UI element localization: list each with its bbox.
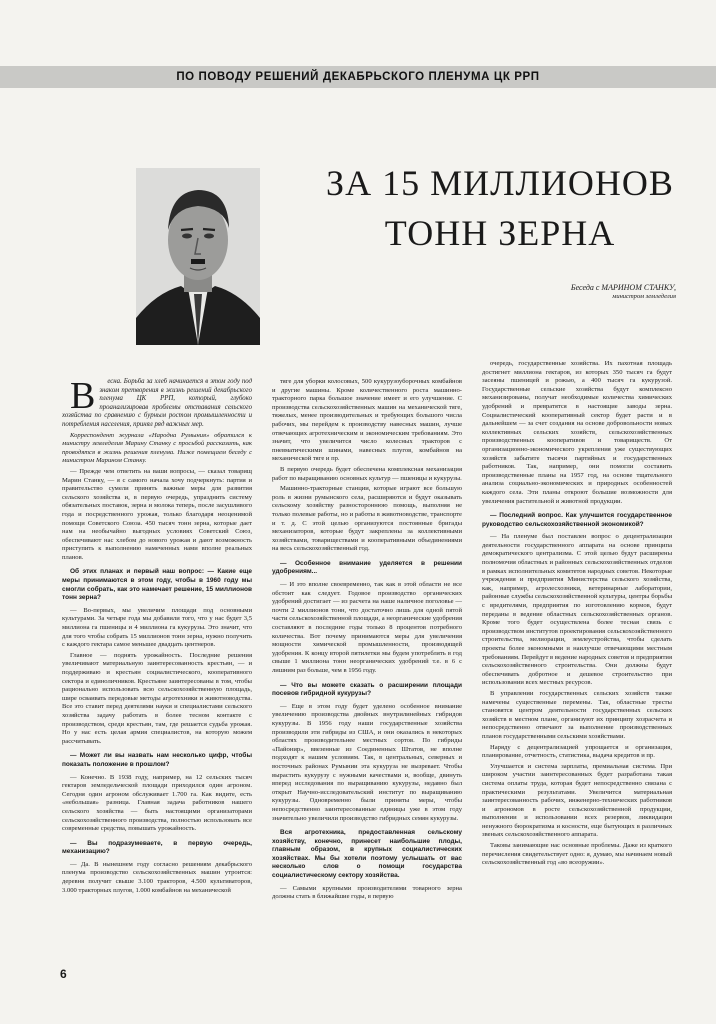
subtitle-text: Беседа с МАРИНОМ СТАНКУ, (570, 283, 676, 292)
question-paragraph: — Вы подразумеваете, в первую очередь, механизацию? (62, 839, 252, 856)
body-paragraph: — Прежде чем ответить на ваши вопросы, — сказал товарищ Марин Станку, — я с самого начала хочу подчеркнуть: партия и правительство сумели принять важные меры для развития сельского хозяйства и, в первую очередь, упразднить систему обязательных поставок, зерна и молока теперь, после засушливого года и посредственного урожая, только благодаря неоценимой помощи Советского Союза. 450 тысяч тонн зерна, которые дает нам на необычайно выгодных условиях Советский Союз, обеспечивают нас хлебом до нового урожая и дают возможность приступить к выполнению намеченных нами вполне реальных планов. (62, 467, 252, 561)
title-line-2: ТОНН ЗЕРНА (384, 213, 616, 253)
portrait-photo (136, 168, 260, 345)
text-column-2 (272, 378, 462, 948)
page-number: 6 (60, 967, 67, 981)
body-paragraph: Наряду с децентрализацией упрощается и организация, планирование, отчетность, статистика, выдача кредитов и пр. (482, 743, 672, 760)
body-paragraph: — Еще в этом году будет уделено особенное внимание увеличению производства двойных внутрилинейных гибридов кукурузы. В 1956 году наши государственные хозяйства производили эти гибриды из США, и они оказались в некоторых областях производительнее местных сортов. По гибриды «Пайонир», ввезенные из Соединенных Штатов, не вполне подходят к нашим условиям. Так, в центральных, северных и восточных районах Румынии эта кукуруза не вызревает. Чтобы вырастить кукурузу с нужными качествами и, вообще, двинуть вперед исследования по выращиванию кукурузы, недавно был открыт Научно-исследовательский институт по выращиванию кукурузы. Одновременно были приняты меры, чтобы непосредственно заинтересованные единицы уже в этом году значительно увеличили производство гибридных семян кукурузы. (272, 702, 462, 822)
column-2-body (272, 378, 462, 902)
body-paragraph: — Да. В нынешнем году согласно решениям декабрьского пленума производство сельскохозяйственных машин утроится: деревня получит свыше 3.100 тракторов, 4.500 культиваторов, 3.000 тракторных плугов, 1.000 комбайнов на механической (62, 860, 252, 894)
body-paragraph: В управлении государственных сельских хозяйств также намечены существенные перемены. Так, областные тресты становятся центром деятельности государственных сельских хозяйств в местном плане, организуют их принципу хозрасчета и непосредственно отвечают за выполнение производственных планов государственными сельскими хозяйствами. (482, 689, 672, 740)
question-paragraph: Вся агротехника, предоставленная сельскому хозяйству, конечно, принесет наибольшие плоды, главным образом, в крупных социалистических хозяйствах. Мы бы хотели поэтому услышать от вас несколько слов о помощи государства социалистическому сектору хозяйства. (272, 829, 462, 880)
text-column-3 (482, 360, 672, 950)
body-paragraph: — На пленуме был поставлен вопрос о децентрализации деятельности государственного аппарата на основе принципа демократического централизма. С этой целью будут расширены полномочия областных и районных сельскохозяйственных отделов в рамках исполнительных комитетов народных советов. Некоторые учреждения и предприятия Министерства сельского хозяйства, как, например, агролесхозники, ветеринарные лаборатории, районные службы сельскохозяйственной культуры, центры борьбы с вредителями, предприятия по изготовлению кормов, будут переданы в ведение областных сельскохозяйственных органов. Кроме того будет осуществлена более тесная связь с производством институтов проектирования сельскохозяйственного строительства, мелиорации, землеустройства, чтобы сделать проекты более экономными и наилучше отвечающими местным требованиям. Перейдут в ведение народных советов и предприятия сельскохозяйственного строительства. Они должны будут обеспечивать добротное и дешевое строительство при использовании всех местных ресурсов. (482, 533, 672, 687)
intro-paragraph: Корреспондент журнала «Народна Румыния» обратился к министру земледелия Марину Станку с просьбой рассказать, как проводятся в жизнь решения пленума. Ниже помещаем беседу с министром Марином Станку. (62, 431, 252, 465)
body-paragraph: очередь, государственные хозяйства. Их пахотная площадь достигнет миллиона гектаров, из которых 350 тысяч га будут засеяны пшеницей и рожью, а 400 тысяч га кукурузой. Государственные сельские хозяйства будут комплексно механизированы, получат необходимые количества химических удобрений и превратятся в настоящие заводы зерна. Социалистический кооперативный сектор будет расти и в дальнейшем — за счет создания на основе добровольности новых коллективных сельских хозяйств, сельскохозяйственных производственных кооперативов и товариществ. От организационно-экономического укрепления уже существующих хозяйств забытите тысячи партийных и государственных работников. Так, например, они помогли составить производственные планы на 1957 год, на основе тщательного анализа социально-экономических и природных особенностей каждого села. Эти планы откроют большие возможности для увеличения растительной и животной продукции. (482, 360, 672, 505)
text-column-1 (62, 378, 252, 948)
body-paragraph: — И это вполне своевременно, так как в этой области не все обстоит как следует. Годовое производство органических удобрений достигает — из расчета на наше наличное поголовье — почти 2 миллионов тонн, что достаточно лишь для одной пятой части сельскохозяйственной площади, а неорганические удобрения составляют в последние годы только 8 процентов потребного количества. Вот почему принимаются меры для увеличения мощности химической промышленности, производящей удобрения. К концу второй пятилетки мы будем употреблять в год свыше 1 миллиона тонн неорганических удобрений т.е. в 6 с лишним раз больше, чем в 1956 году. (272, 581, 462, 674)
banner-text: ПО ПОВОДУ РЕШЕНИЙ ДЕКАБРЬСКОГО ПЛЕНУМА ЦК РРП (176, 71, 540, 83)
title-line-1: ЗА 15 МИЛЛИОНОВ (326, 163, 674, 203)
body-paragraph: тяге для уборки колосовых, 500 кукурузоуборочных комбайнов и другие машины. Кроме количественного роста машинно-тракторного парка большое значение имеет и его улучшение. С производства сельскохозяйственных машин на механической тяге, тяжелых, менее производительных и требующих большого числа рабочих, мы перейдем к производству навесных машин, лучше отвечающих агротехническим и экономическим требованиям. Это значит, что увеличится число колесных тракторов с пневматическими шинами, навесных плугов, комбайнов на механической тяге и пр. (272, 378, 462, 463)
question-paragraph: — Что вы можете сказать о расширении площади посевов гибридной кукурузы? (272, 681, 462, 698)
body-paragraph: Улучшается и система зарплаты, премиальная система. При широком участии заинтересованных будет разработана такая система оплаты труда, которая будет непосредственно связана с практическими результатами. Увеличится материальная заинтересованность рабочих, инженерно-технических работников и агрономов в росте сельскохозяйственной продукции, выполнении и использовании всех резервов, ликвидации ненужного бюрократизма и косности, еще бытующих в различных звеньях сельскохозяйственного аппарата. (482, 762, 672, 839)
lead-text: есна. Борьба за хлеб начинается в этом году под знаком претворения в жизнь решений декабрьского пленума ЦК РРП, который, глубоко проанализировав проблемы отставания сельского хозяйства по сравнению с бурным ростом промышленности и потребления населения, принял ряд важных мер. (62, 378, 252, 428)
article-title (300, 158, 700, 258)
body-paragraph: — Самыми крупными производителями товарного зерна должны стать в ближайшие годы, в первую (272, 884, 462, 901)
column-3-body (482, 360, 672, 868)
body-paragraph: В первую очередь будет обеспечена комплексная механизация работ по выращиванию основных культур — пшеницы и кукурузы. (272, 465, 462, 482)
body-paragraph: Таковы занимающие нас основные проблемы. Даже из краткого перечисления свидетельствует одно: я, думаю, мы начинаем новый сельскохозяйственный год «во всеоружии». (482, 842, 672, 867)
question-paragraph: — Может ли вы назвать нам несколько цифр, чтобы показать положение в прошлом? (62, 752, 252, 768)
section-banner (0, 66, 716, 88)
question-paragraph: Об этих планах и первый наш вопрос: — Какие еще меры принимаются в этом году, чтобы в 1960 году мы смогли собрать, как это намечает решение, 15 миллионов тонн зерна? (62, 568, 252, 602)
body-paragraph: Машинно-тракторные станции, которые играют все большую роль в жизни румынского села, расширяются и будут оказывать сельскому хозяйству разностороннюю помощь, выполняя не только полевые работы, но и работы в животноводстве, транспорте и т. д. С этой целью организуются постоянные бригады механизаторов, которые будут закреплены за коллективными хозяйствами, товариществами и кооперативными объединениями на весь сельскохозяйственный год. (272, 485, 462, 553)
body-paragraph: — Во-первых, мы увеличим площади под основными культурами. За четыре года мы добавили того, что у нас будет 3,5 миллиона га пшеницы и 4 миллиона га кукурузы. Это значит, что для того чтобы собрать 15 миллионов тонн зерна, нужно получить с каждого гектара самое меньшее двадцать центнеров. (62, 606, 252, 649)
article-subtitle (440, 283, 676, 301)
portrait-icon (136, 168, 260, 345)
drop-cap: В (70, 378, 96, 417)
subtitle-role: министром земледелия (612, 293, 676, 300)
question-paragraph: — Последний вопрос. Как улучшится государственное руководство сельскохозяйственной экономикой? (482, 512, 672, 528)
lead-paragraph (62, 378, 252, 430)
column-1-body (62, 468, 252, 895)
body-paragraph: Главное — поднять урожайность. Последние решения увеличивают материальную заинтересованность крестьян, — и поддерживаю и крестьян социалистического, кооперативного сектора и единоличников. Крестьяне заинтересованы в том, чтобы рационально использовать всю сельскохозяйственную площадь, шире осваивать передовые методы агротехники и животноводства. Все это ставит перед деятелями науки и специалистами сельского хозяйства задачу работать в более тесном контакте с производством, среди крестьян, там, где решается судьба урожая. Но у нас есть целая армия специалистов, на которую можем рассчитывать. (62, 651, 252, 745)
question-paragraph: — Особенное внимание уделяется в решении удобрениям... (272, 559, 462, 576)
body-paragraph: — Конечно. В 1938 году, например, на 12 сельских тысяч гектаров земледельческой площади приходился один агроном. Сегодня один агроном обслуживает 1.700 га. Как видите, есть «небольшая» разница. Главная задача работников нашего сельского хозяйства — быть настоящими организаторами сельскохозяйственного производства, полностью использовать все современные средства, повышать урожайность. (62, 773, 252, 833)
